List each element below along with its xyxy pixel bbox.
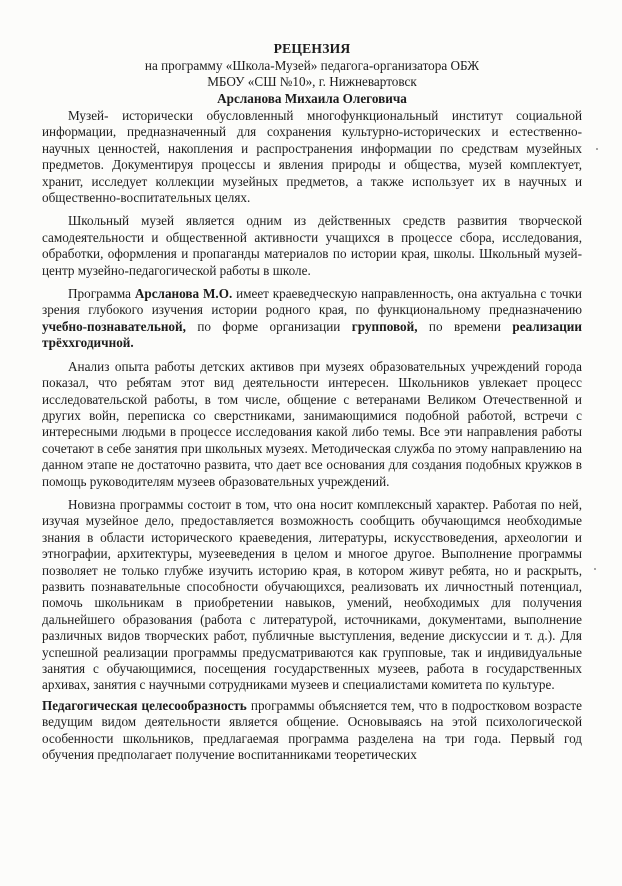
paragraph-text: Программа	[68, 286, 135, 302]
author-name: Арсланова Михаила Олеговича	[217, 90, 407, 106]
paragraph-experience-analysis: Анализ опыта работы детских активов при музеях образовательных учреждений города показал, что ребятам этот вид деятельности интересен. Школьников увлекает процесс исследовательской работы, в том числе, общение с ветеранами Великом Отечественной и других войн, переписка со сверстниками, занимающимися подобной работой, встречи с интересными людьми в процессе исследования какой либо темы. Все эти направления работы сочетают в себе занятия при школьных музеях. Методическая служба по этому направлению на данном этапе не достаточно развита, что дает все основания для создания подобных кружков в помощь руководителям музеев образовательных учреждений.	[42, 358, 582, 489]
paragraph-pedagogical-expediency	[42, 698, 582, 764]
paragraph-text: по времени	[417, 318, 513, 334]
paragraph-novelty: Новизна программы состоит в том, что она носит комплексный характер. Работая по ней, изучая музейное дело, предоставляется возможность сообщить обучающимся необходимые знания в области исторического краеведения, литературы, искусствоведения, археологии и этнографии, архитектуры, музееведения в целом и многое другое. Выполнение программы позволяет не только глубже изучить историю края, в котором живут ребята, но и раскрыть, развить познавательные способности обучающихся, реализовать их личностный потенциал, помочь школьникам в приобретении навыков, умений, необходимых для получения дальнейшего образования (работа с литературой, источниками, документами, выполнение различных видов творческих работ, публичные выступления, ведение дискуссии и т. д.). Для успешной реализации программы предусматриваются как групповые, так и индивидуальные занятия с обучающимися, посещения государственных музеев, работа в государственных архивах, занятия с научными сотрудниками музеев и специалистами комитета по культуре.	[42, 496, 582, 693]
paragraph-school-museum: Школьный музей является одним из действенных средств развития творческой самодеятельности и общественной активности учащихся в процессе сбора, исследования, обработки, оформления и пропаганды материалов по истории края, школы. Школьный музей- центр музейно-педагогической работы в школе.	[42, 213, 582, 278]
paragraph-text: программы объясняется тем, что в подростковом возрасте ведущим видом деятельности является общение. Основываясь на этой психологической особенности школьников, предлагаемая программа разделена на три года. Первый год обучения предполагает получение воспитанниками теоретических	[42, 697, 583, 763]
emphasis-form: групповой,	[351, 318, 418, 334]
paragraph-text: имеет краеведческую направленность, она актуальна с точки зрения глубокого изучения истории родного края, по функциональному предназначению	[42, 286, 582, 318]
paragraph-text: по форме организации	[185, 318, 352, 334]
author-short-name: Арсланова М.О.	[134, 286, 233, 302]
document-title: РЕЦЕНЗИЯ	[273, 41, 351, 56]
emphasis-purpose: учебно-познавательной,	[42, 318, 186, 334]
emphasis-pedagogical-expediency: Педагогическая целесообразность	[42, 697, 247, 713]
document-body	[42, 108, 582, 763]
scan-speck	[596, 148, 598, 150]
document-header	[42, 41, 582, 107]
emphasis-duration: реализации трёххгодичной.	[42, 318, 582, 351]
document-subtitle: на программу «Школа-Музей» педагога-организатора ОБЖ	[144, 57, 480, 73]
paragraph-program-description	[42, 286, 582, 352]
paragraph-museum-definition: Музей- исторически обусловленный многофункциональный институт социальной информации, предназначенный для сохранения культурно-исторических и естественно-научных ценностей, накопления и распространения информации по средствам музейных предметов. Документируя процессы и явления природы и общества, музей комплектует, хранит, исследует коллекции музейных предметов, а также использует их в научных и общественно-воспитательных целях.	[42, 108, 582, 206]
scan-speck	[594, 568, 596, 570]
institution-line: МБОУ «СШ №10», г. Нижневартовск	[207, 74, 417, 89]
